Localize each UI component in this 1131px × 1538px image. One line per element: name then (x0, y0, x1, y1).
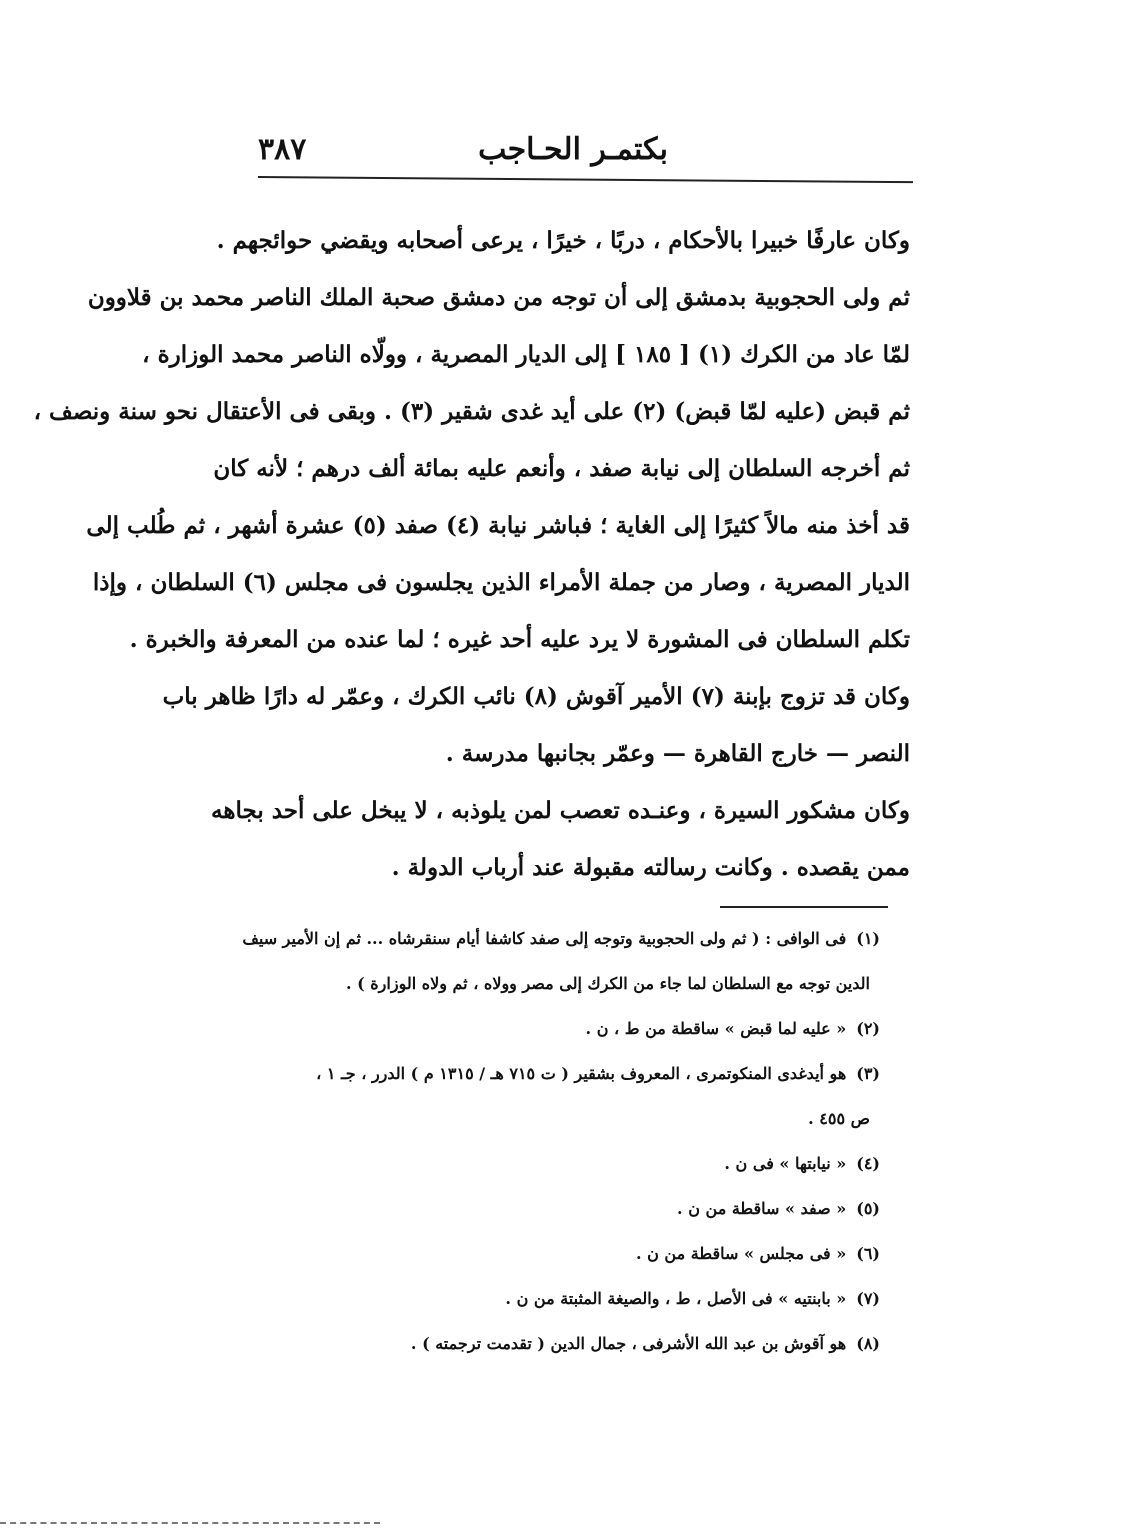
footnote-text: هو أيدغدى المنكوتمرى ، المعروف بشقير ( ت ٧١٥ هـ / ١٣١٥ م ) الدرر ، جـ ١ ، (316, 1064, 847, 1083)
scan-edge-mark (0, 1522, 380, 1524)
footnote-text: ص ٤٥٥ . (808, 1109, 870, 1128)
main-text (33, 212, 910, 896)
text-line: النصر — خارج القاهرة — وعمّر بجانبها مدرسة . (445, 740, 910, 767)
footnotes (230, 916, 880, 1366)
footnote-text: « بابنتيه » فى الأصل ، ط ، والصيغة المثبتة من ن . (505, 1289, 847, 1308)
footnote (230, 1051, 880, 1096)
text-line: تكلم السلطان فى المشورة لا يرد عليه أحد غيره ؛ لما عنده من المعرفة والخبرة . (129, 626, 910, 653)
footnote (230, 961, 880, 1006)
text-line: ثم ولى الحجوبية بدمشق إلى أن توجه من دمشق صحبة الملك الناصر محمد بن قلاوون (87, 284, 910, 311)
footnote-number: (٤) (856, 1154, 880, 1173)
footnote-text: فى الوافى : ( ثم ولى الحجوبية وتوجه إلى صفد كاشفا أيام سنقرشاه ... ثم إن الأمير سيف (242, 929, 847, 948)
footnote-number: (١) (856, 929, 880, 948)
paragraph (33, 269, 910, 668)
text-line: ممن يقصده . وكانت رسالته مقبولة عند أرباب الدولة . (391, 854, 910, 881)
text-line: ثم أخرجه السلطان إلى نيابة صفد ، وأنعم عليه بمائة ألف درهم ؛ لأنه كان (213, 455, 910, 482)
text-line: الديار المصرية ، وصار من جملة الأمراء الذين يجلسون فى مجلس (٦) السلطان ، وإذا (92, 569, 910, 596)
footnote (230, 1321, 880, 1366)
footnote-rule (720, 906, 888, 908)
paragraph (162, 668, 910, 782)
footnote-number: (٢) (856, 1019, 880, 1038)
text-line: وكان قد تزوج بإبنة (٧) الأمير آقوش (٨) نائب الكرك ، وعمّر له دارًا ظاهر باب (162, 683, 910, 710)
footnote (230, 916, 880, 961)
footnote-text: « عليه لما قبض » ساقطة من ط ، ن . (585, 1019, 847, 1038)
running-title: بكتمـر الحـاجب (478, 132, 668, 167)
text-line: وكان مشكور السيرة ، وعنـده تعصب لمن يلوذبه ، لا يبخل على أحد بجاهه (211, 797, 910, 824)
text-line: ثم قبض (عليه لمّا قبض) (٢) على أيد غدى شقير (٣) . وبقى فى الأعتقال نحو سنة ونصف ، (33, 398, 910, 425)
footnote (230, 1006, 880, 1051)
footnote-number: (٧) (856, 1289, 880, 1308)
page-header (258, 128, 918, 178)
paragraph (216, 212, 910, 269)
footnote (230, 1231, 880, 1276)
footnote-number: (٥) (856, 1199, 880, 1218)
footnote-text: « صفد » ساقطة من ن . (677, 1199, 847, 1218)
footnote (230, 1276, 880, 1321)
page-number: ٣٨٧ (258, 132, 307, 167)
text-line: قد أخذ منه مالاً كثيرًا إلى الغاية ؛ فباشر نيابة (٤) صفد (٥) عشرة أشهر ، ثم طُلب إلى (86, 512, 910, 539)
footnote-number: (٨) (856, 1334, 880, 1353)
text-line: وكان عارفًا خبيرا بالأحكام ، دربًا ، خيرًا ، يرعى أصحابه ويقضي حوائجهم . (216, 227, 910, 254)
footnote-text: هو آقوش بن عبد الله الأشرفى ، جمال الدين ( تقدمت ترجمته ) . (410, 1334, 847, 1353)
footnote (230, 1141, 880, 1186)
paragraph (211, 782, 910, 896)
footnote-number: (٣) (856, 1064, 880, 1083)
footnote-number: (٦) (856, 1244, 880, 1263)
footnote-text: الدين توجه مع السلطان لما جاء من الكرك إلى مصر وولاه ، ثم ولاه الوزارة ) . (346, 974, 870, 993)
footnote-text: « فى مجلس » ساقطة من ن . (635, 1244, 847, 1263)
footnote-text: « نيابتها » فى ن . (724, 1154, 847, 1173)
footnote (230, 1096, 880, 1141)
text-line: لمّا عاد من الكرك (١) [ ١٨٥ ] إلى الديار المصرية ، وولّاه الناصر محمد الوزارة ، (142, 341, 910, 368)
footnote (230, 1186, 880, 1231)
